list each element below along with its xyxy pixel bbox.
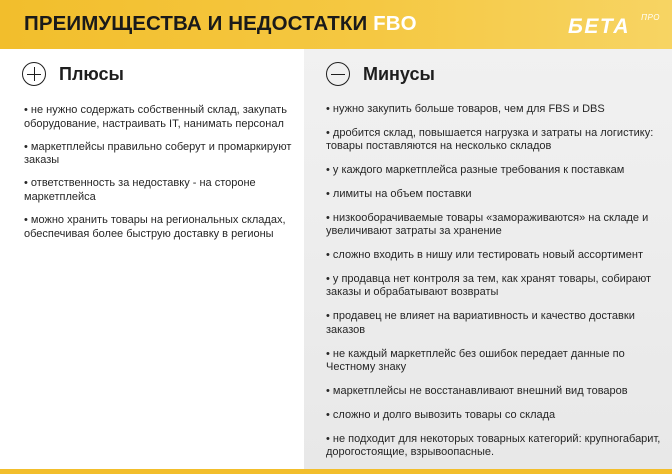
pros-item: • можно хранить товары на региональных складах, обеспечивая более быструю доставку в регионы [24,214,286,240]
cons-item: • лимиты на объем поставки [326,187,472,200]
brand-logo [568,13,660,41]
cons-item: • не каждый маркетплейс без ошибок передает данные по Честному знаку [326,347,625,374]
cons-item: • нужно закупить больше товаров, чем для FBS и DBS [326,103,605,115]
pros-title: Плюсы [59,63,124,84]
page-title-main: ПРЕИМУЩЕСТВА И НЕДОСТАТКИ [24,12,374,35]
cons-item: • не подходит для некоторых товарных категорий: крупногабарит, дорогостоящие, взрывоопасные. [326,432,661,459]
pros-item: • не нужно содержать собственный склад, закупать оборудование, настраивать IT, нанимать персонал [24,104,287,130]
page-title [24,12,417,36]
minus-circle-icon [326,62,350,86]
page-title-accent: FBO [373,12,417,35]
cons-item: • у продавца нет контроля за тем, как хранят товары, собирают заказы и обрабатывают возвраты [326,272,652,299]
cons-title: Минусы [363,63,435,84]
pros-header [22,62,124,86]
plus-circle-icon [22,62,46,86]
cons-item: • продавец не влияет на вариативность и качество доставки заказов [326,310,635,336]
cons-item: • у каждого маркетплейса разные требования к поставкам [326,164,625,177]
brand-logo-word: БЕТА [568,15,631,38]
brand-logo-sup: ПРО [641,13,660,22]
cons-item: • маркетплейсы не восстанавливают внешний вид товаров [326,385,628,397]
pros-item: • маркетплейсы правильно соберут и промаркируют заказы [24,140,292,167]
header-bar [0,0,672,49]
cons-item: • сложно входить в нишу или тестировать новый ассортимент [326,249,644,262]
cons-list [326,103,666,470]
cons-item: • дробится склад, повышается нагрузка и затраты на логистику: товары поставляются на несколько складов [326,126,654,153]
pros-column [0,49,304,474]
cons-column [304,49,672,474]
cons-item: • низкооборачиваемые товары «замораживаются» на складе и увеличивают затраты за хранение [326,211,649,238]
pros-item: • ответственность за недоставку - на стороне маркетплейса [24,177,256,203]
pros-list [24,104,292,251]
bottom-accent-strip [0,469,672,474]
cons-header [326,62,435,86]
cons-item: • сложно и долго вывозить товары со склада [326,408,556,421]
